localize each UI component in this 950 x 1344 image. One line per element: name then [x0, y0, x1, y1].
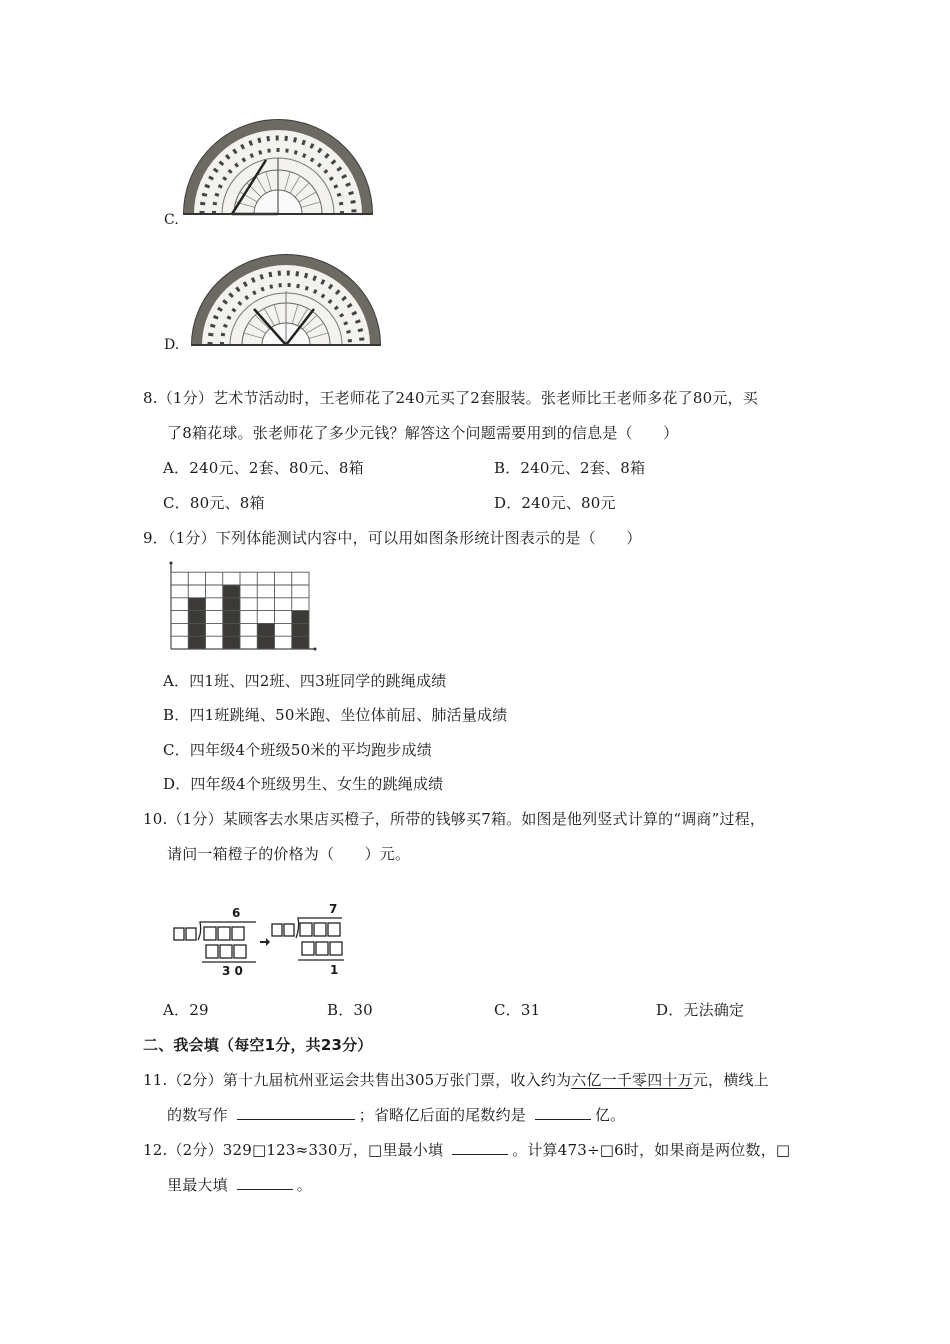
q11-underlined-number: 六亿一千零四十万	[571, 1071, 693, 1089]
section-2-heading: 二、我会填（每空1分，共23分）	[143, 1036, 373, 1054]
q12-line2-a: 里最大填	[167, 1176, 228, 1194]
q11-stem-line2	[167, 1105, 625, 1125]
q12-stem-line1	[143, 1140, 790, 1160]
q7-option-d-label: D.	[164, 337, 180, 353]
q12-stem-line2	[167, 1175, 312, 1195]
q8-option-c[interactable]: C．80元、8箱	[163, 494, 265, 512]
q10-stem-line1: 10.（1分）某顾客去水果店买橙子，所带的钱够买7箱。如图是他列竖式计算的“调商”过程，	[143, 810, 766, 828]
q11-line1-suffix: 元，横线上	[692, 1071, 769, 1089]
q12-blank-1[interactable]	[452, 1140, 508, 1155]
q11-blank-2[interactable]	[535, 1105, 591, 1120]
protractor-c-image	[182, 116, 374, 216]
q11-line1-prefix: 11.（2分）第十九届杭州亚运会共售出305万张门票，收入约为	[143, 1071, 572, 1089]
left-remainder: 3 0	[222, 964, 243, 978]
q11-line2-c: 亿。	[594, 1106, 626, 1124]
q9-bar-chart	[165, 560, 320, 655]
q10-option-a[interactable]: A．29	[163, 1001, 209, 1019]
protractor-d-image	[190, 251, 382, 347]
q12-line1-a: 12.（2分）329□123≈330万，□里最小填	[143, 1141, 444, 1159]
q10-long-division-figure	[168, 902, 348, 983]
q10-option-c[interactable]: C．31	[494, 1001, 541, 1019]
q11-stem-line1	[143, 1070, 769, 1090]
q7-option-d[interactable]	[164, 245, 389, 360]
right-quotient: 7	[329, 902, 338, 916]
q12-line1-b: 。计算473÷□6时，如果商是两位数，□	[512, 1141, 791, 1159]
q8-option-a[interactable]: A．240元、2套、80元、8箱	[163, 459, 364, 477]
q8-option-d[interactable]: D．240元、80元	[494, 494, 616, 512]
right-remainder: 1	[330, 963, 339, 977]
q10-stem-line2: 请问一箱橙子的价格为（ ）元。	[167, 845, 411, 863]
q12-line2-b: 。	[296, 1176, 312, 1194]
q7-option-c[interactable]	[164, 110, 384, 230]
q9-stem: 9．（1分）下列体能测试内容中，可以用如图条形统计图表示的是（ ）	[143, 529, 642, 547]
q8-stem-line1: 8.（1分）艺术节活动时，王老师花了240元买了2套服装。张老师比王老师多花了80元，买	[143, 389, 758, 407]
left-quotient: 6	[232, 906, 241, 920]
q7-option-c-label: C.	[164, 212, 179, 228]
q8-option-b[interactable]: B．240元、2套、8箱	[494, 459, 646, 477]
q11-line2-b: ；省略亿后面的尾数约是	[358, 1106, 526, 1124]
long-division-diagram	[168, 908, 348, 983]
q9-option-d[interactable]: D．四年级4个班级男生、女生的跳绳成绩	[163, 775, 444, 793]
q11-blank-1[interactable]	[237, 1105, 355, 1120]
arrow-icon	[260, 938, 270, 946]
q8-stem-line2: 了8箱花球。张老师花了多少元钱？解答这个问题需要用到的信息是（ ）	[167, 424, 679, 442]
q9-option-c[interactable]: C．四年级4个班级50米的平均跑步成绩	[163, 741, 432, 759]
q12-blank-2[interactable]	[237, 1175, 293, 1190]
q9-option-b[interactable]: B．四1班跳绳、50米跑、坐位体前屈、肺活量成绩	[163, 706, 508, 724]
q10-option-d[interactable]: D．无法确定	[656, 1001, 745, 1019]
q9-option-a[interactable]: A．四1班、四2班、四3班同学的跳绳成绩	[163, 672, 447, 690]
q11-line2-a: 的数写作	[167, 1106, 228, 1124]
q10-option-b[interactable]: B．30	[327, 1001, 373, 1019]
